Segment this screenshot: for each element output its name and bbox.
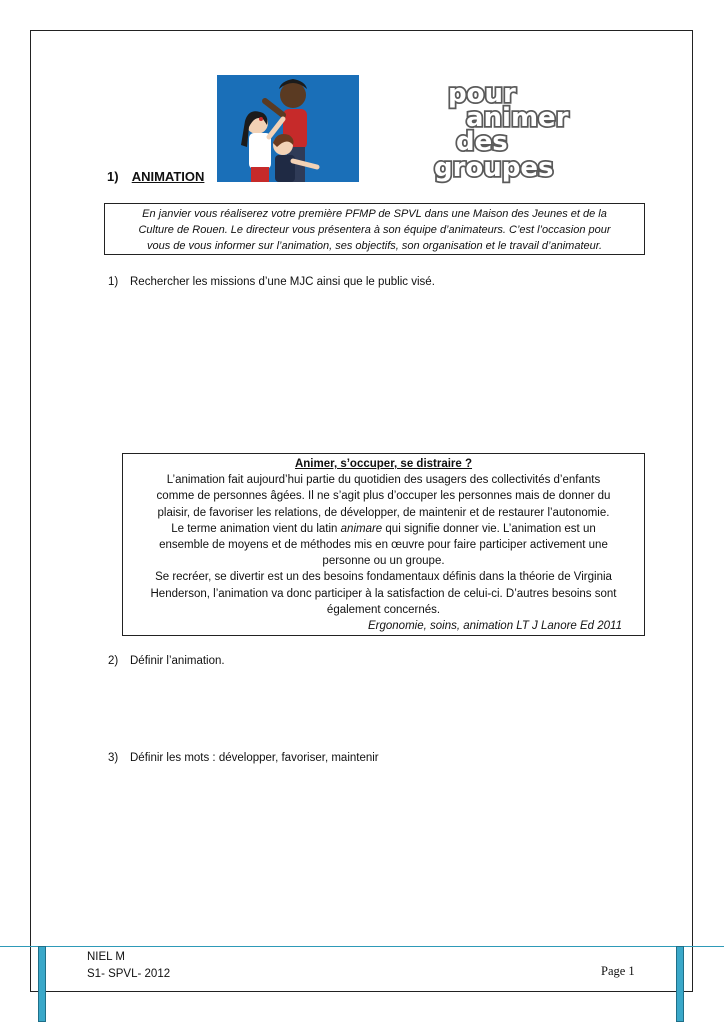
children-illustration (217, 75, 359, 182)
footer-divider (0, 946, 724, 947)
quote-line: ensemble de moyens et de méthodes mis en œuvre pour faire participer activement une (159, 539, 608, 552)
intro-box (104, 203, 645, 255)
quote-line: également concernés. (326, 603, 441, 616)
question-text: Définir l’animation. (130, 655, 225, 667)
quote-line: Henderson, l’animation va donc participer à la satisfaction de celui-ci. D’autres besoins sont (150, 587, 617, 600)
quote-source: Ergonomie, soins, animation LT J Lanore Ed 2011 (368, 620, 622, 633)
latin-before: Le terme animation vient du latin (171, 522, 341, 535)
section-heading (107, 169, 204, 184)
quote-line: L’animation fait aujourd’hui partie du quotidien des usagers des collectivités d’enfants (166, 474, 601, 487)
question-1 (108, 276, 435, 288)
quote-line: Se recréer, se divertir est un des besoins fondamentaux définis dans la théorie de Virginia (155, 571, 612, 584)
quote-line: plaisir, de favoriser les relations, de développer, de maintenir et de restaurer l’autonomie. (157, 506, 610, 519)
section-title: ANIMATION (131, 169, 205, 184)
quote-box (122, 453, 645, 636)
question-number: 3) (108, 752, 119, 764)
quote-line: comme de personnes âgées. Il ne s’agit plus d’occuper les personnes mais de donner du (156, 490, 611, 503)
quote-line-latin (131, 521, 636, 537)
footer-bar-right (676, 946, 684, 1022)
logo-line-animer: animer (466, 103, 569, 133)
intro-line: vous de vous informer sur l’animation, ses objectifs, son organisation et le travail d’animateur. (146, 240, 603, 252)
footer-course: S1- SPVL- 2012 (87, 968, 171, 980)
latin-word: animare (340, 522, 383, 535)
footer-info (87, 949, 170, 983)
logo-line-des: des (456, 127, 508, 157)
question-2 (108, 655, 225, 667)
question-number: 1) (108, 276, 119, 288)
footer-bar-left (38, 946, 46, 1022)
page-number: Page 1 (601, 964, 635, 978)
question-3 (108, 752, 379, 764)
question-text: Rechercher les missions d’une MJC ainsi que le public visé. (130, 276, 435, 288)
logo-line-groupes: groupes (434, 153, 554, 183)
intro-line: En janvier vous réaliserez votre première PFMP de SPVL dans une Maison des Jeunes et de la (142, 208, 607, 220)
section-number: 1) (107, 169, 119, 184)
pour-animer-des-groupes-logo (432, 78, 582, 184)
question-text: Définir les mots : développer, favoriser, maintenir (130, 752, 379, 764)
latin-after: qui signifie donner vie. L’animation est un (382, 522, 596, 535)
quote-title: Animer, s’occuper, se distraire ? (294, 458, 473, 470)
logo-line-pour: pour (448, 79, 516, 109)
quote-line: personne ou un groupe. (322, 555, 445, 568)
footer-author: NIEL M (87, 951, 125, 963)
question-number: 2) (108, 655, 119, 667)
intro-line: Culture de Rouen. Le directeur vous présentera à son équipe d’animateurs. C’est l’occasion pour (138, 224, 611, 236)
